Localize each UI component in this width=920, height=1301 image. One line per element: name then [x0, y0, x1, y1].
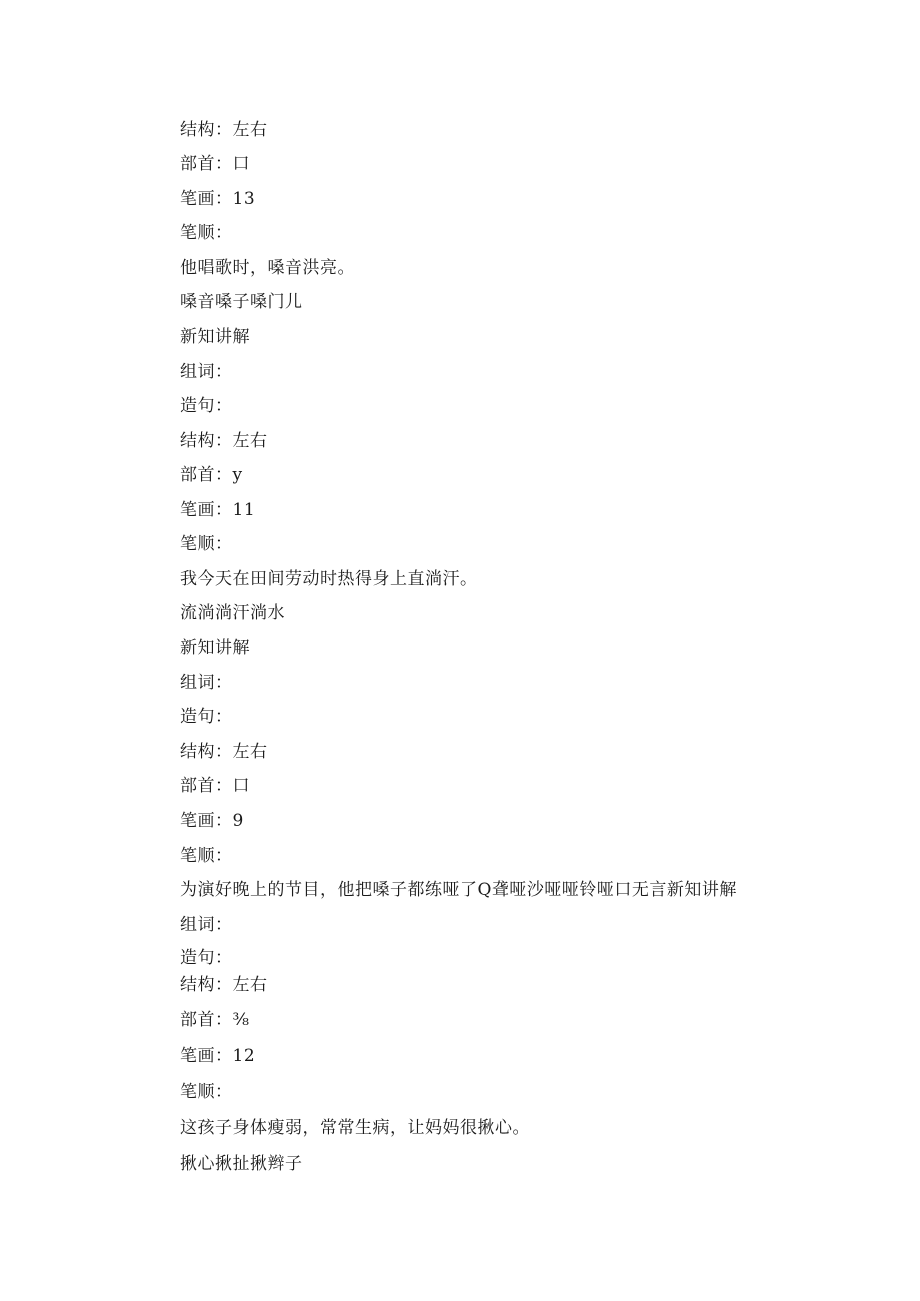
- structure-line: 结构：左右: [180, 431, 268, 451]
- word-group-line: 嗓音嗓子嗓门儿: [180, 292, 303, 312]
- stroke-order-line: 笔顺：: [180, 846, 233, 866]
- structure-line: 结构：左右: [180, 120, 268, 140]
- section-heading: 新知讲解: [180, 327, 250, 347]
- words-label: 组词：: [180, 362, 233, 382]
- structure-line: 结构：左右: [180, 975, 268, 995]
- word-group-line: 流淌淌汗淌水: [180, 603, 285, 623]
- example-sentence: 这孩子身体瘦弱，常常生病，让妈妈很揪心。: [180, 1118, 530, 1138]
- stroke-order-line: 笔顺：: [180, 223, 233, 243]
- section-heading: 新知讲解: [180, 638, 250, 658]
- example-sentence: 他唱歌时，嗓音洪亮。: [180, 258, 355, 278]
- example-sentence: 我今天在田间劳动时热得身上直淌汗。: [180, 569, 478, 589]
- radical-line: 部首：y: [180, 465, 243, 485]
- example-sentence: 为演好晚上的节目，他把嗓子都练哑了Q聋哑沙哑哑铃哑口无言新知讲解: [180, 880, 737, 900]
- sentence-label: 造句：: [180, 707, 233, 727]
- stroke-count-line: 笔画：13: [180, 189, 256, 209]
- sentence-label: 造句：: [180, 948, 233, 968]
- stroke-order-line: 笔顺：: [180, 534, 233, 554]
- radical-line: 部首：口: [180, 154, 250, 174]
- radical-line: 部首：口: [180, 776, 250, 796]
- stroke-count-line: 笔画：12: [180, 1046, 256, 1066]
- structure-line: 结构：左右: [180, 742, 268, 762]
- radical-line: 部首：⅜: [180, 1010, 250, 1030]
- stroke-count-line: 笔画：9: [180, 811, 244, 831]
- sentence-label: 造句：: [180, 396, 233, 416]
- stroke-order-line: 笔顺：: [180, 1082, 233, 1102]
- words-label: 组词：: [180, 915, 233, 935]
- words-label: 组词：: [180, 673, 233, 693]
- word-group-line: 揪心揪扯揪辫子: [180, 1154, 303, 1174]
- stroke-count-line: 笔画：11: [180, 500, 256, 520]
